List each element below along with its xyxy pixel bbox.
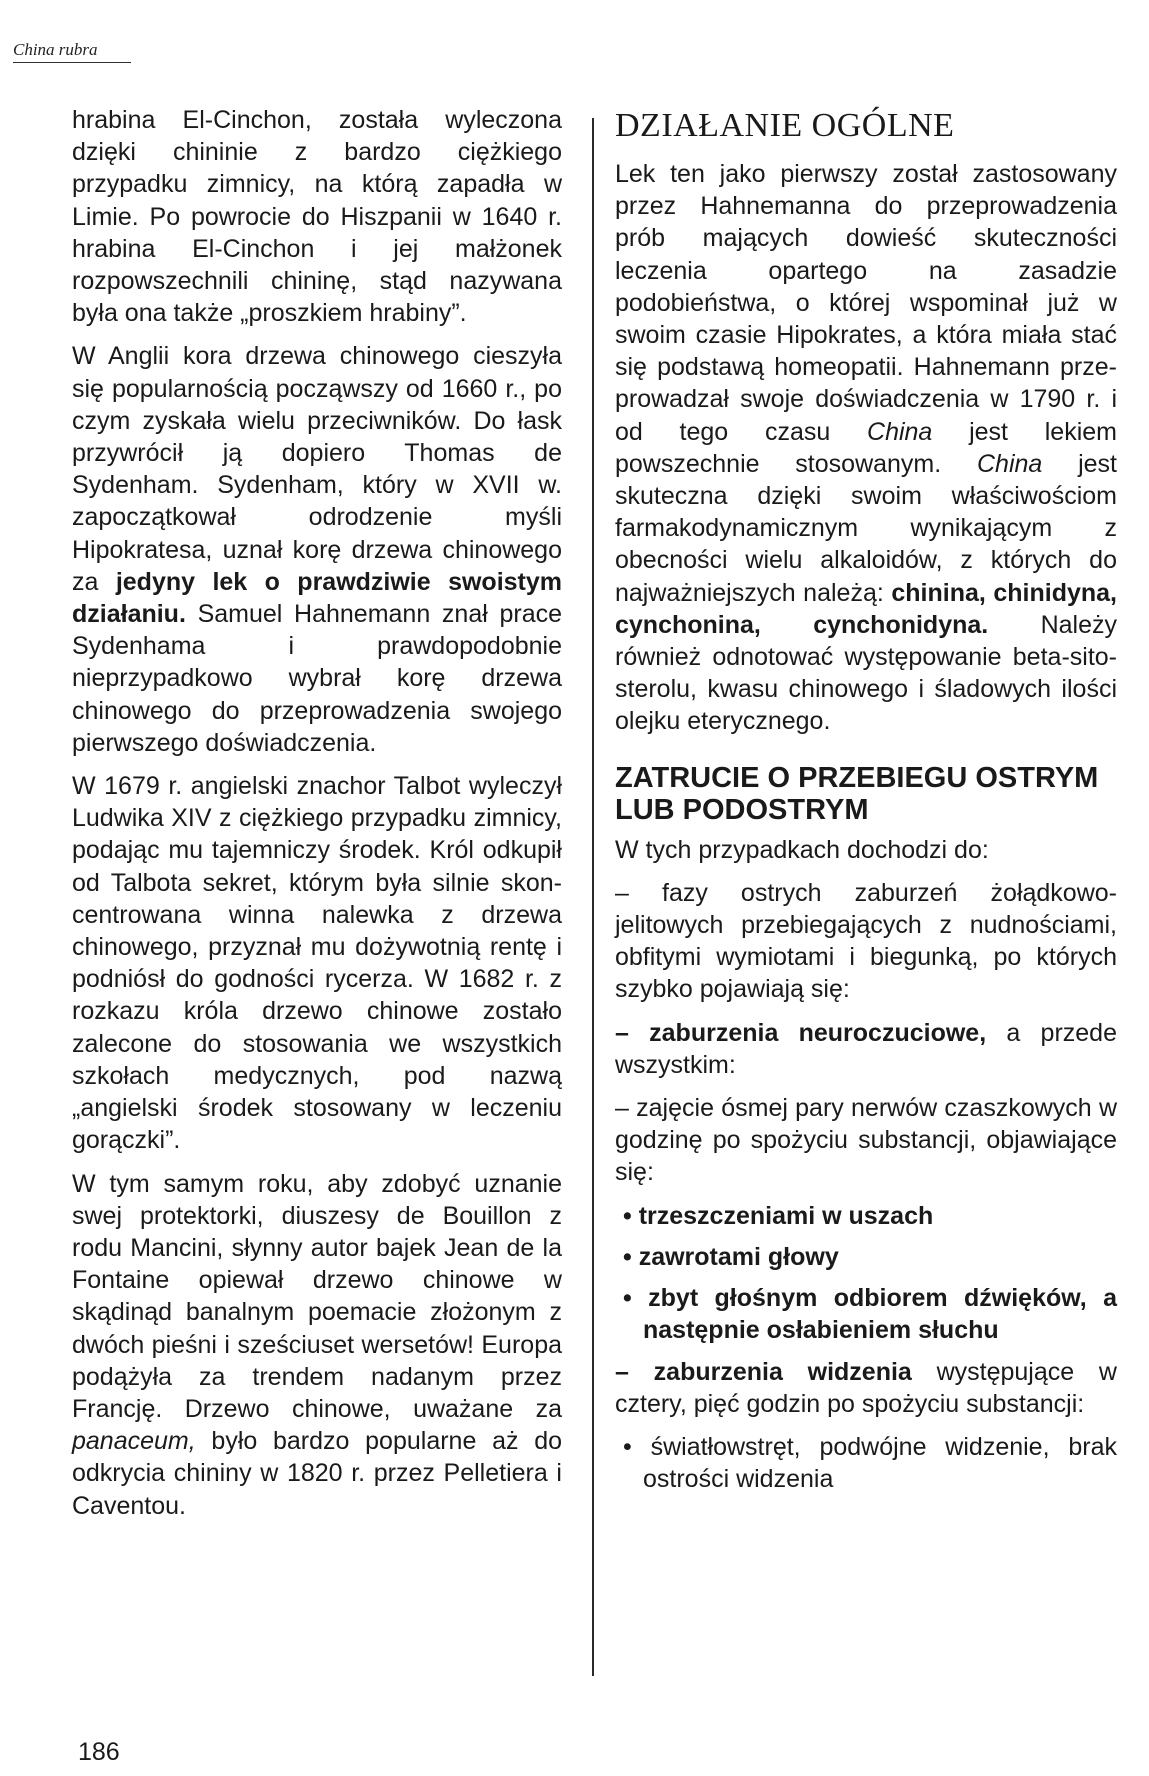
italic-text: China: [976, 449, 1043, 478]
bullet-item: • światłowstręt, podwójne widzenie, brak ostrości widzenia: [623, 1432, 1117, 1494]
column-divider: [592, 118, 594, 1676]
text-run: W tym samym roku, aby zdobyć uznanie swej protektorki, diuszesy de Bouillon z rodu Mancini, słynny autor bajek Jean de la Fontaine opiewał drzewo chinowe w skądinąd banalnym poemacie złożonym z dwóch pieśni i sześciuset wersetów! Europa podążyła za trendem nadanym przez Francję. Drzewo chinowe, uważane za: [72, 1169, 562, 1423]
section-heading: ZATRUCIE O PRZEBIEGU OSTRYM LUB PODOSTRYM: [615, 761, 1099, 826]
paragraph: – zajęcie ósmej pary nerwów czaszkowych w godzinę po spożyciu substancji, objawiające się:: [615, 1094, 1117, 1187]
text-run: było bardzo popularne aż do odkrycia chininy w 1820 r. przez Pelletiera i Caventou.: [72, 1427, 562, 1520]
bold-text: chinina, chinidyna, cynchonina, cynchonidyna.: [615, 578, 1117, 639]
text-run: Samuel Hahnemann znał prace Sydenhama i prawdopodobnie nieprzypadkowo wybrał korę drzewa chinowego do przeprowadzenia swojego pierwszego doświadczenia.: [72, 600, 562, 757]
paragraph: [615, 158, 1117, 738]
paragraph: [72, 340, 562, 759]
italic-text: panaceum,: [72, 1427, 196, 1456]
text-run: występujące w cztery, pięć godzin po spożyciu substancji:: [615, 1357, 1117, 1418]
paragraph: W tych przypadkach dochodzi do:: [615, 835, 989, 864]
italic-text: China: [867, 417, 933, 446]
paragraph: – fazy ostrych zaburzeń żołądkowo-jelitowych przebiegających z nudnościami, obfitymi wymiotami i biegunką, po których szybko pojawiają się:: [615, 878, 1117, 1004]
text-run: jest skuteczna dzięki swoim właściwościom farmakodynamicznym wynikającym z obecności wielu alkaloidów, z których do najważniejszych należą:: [615, 449, 1117, 607]
paragraph: [615, 1356, 1117, 1420]
text-run: W Anglii kora drzewa chinowego cieszyła się popularnością począwszy od 1660 r., po czym zyskała wielu przeciwników. Do łask przywrócił ją dopiero Thomas de Sydenham. Sydenham, który w XVII w. zapoczątkował odrodzenie myśli Hipokratesa, uznał korę drzewa chinowego za: [72, 342, 562, 596]
bold-text: – zaburzenia neuroczuciowe,: [615, 1018, 987, 1047]
bold-text: – zaburzenia widzenia: [615, 1357, 912, 1386]
bold-text: jedyny lek o prawdziwie swoistym działaniu.: [72, 567, 562, 629]
bullet-item: • zawrotami głowy: [623, 1242, 839, 1271]
text-run: Lek ten jako pierwszy został zastosowany przez Hahnemanna do przeprowadzenia prób mających dowieść skuteczności leczenia opartego na zasadzie podobieństwa, o której wspominał już w swoim czasie Hipokrates, a która miała stać się podstawą homeopatii. Hahnemann przeprowadzał swoje doświadczenia w 1790 r. i od tego czasu: [615, 160, 1117, 446]
section-heading: DZIAŁANIE OGÓLNE: [615, 107, 955, 144]
paragraph: [615, 1017, 1117, 1081]
bullet-item: • zbyt głośnym odbiorem dźwięków, a następnie osłabieniem słuchu: [623, 1284, 1117, 1345]
text-run: a przede wszystkim:: [615, 1018, 1117, 1079]
bullet-item: • trzeszczeniami w uszach: [623, 1201, 934, 1230]
paragraph: W 1679 r. angielski znachor Talbot wyleczył Ludwika XIV z ciężkiego przypadku zimnicy, podając mu tajemniczy środek. Król odkupił od Talbota sekret, którym była silnie skoncentrowana winna nalewka z drzewa chinowego, przyznał mu dożywotnią rentę i podniósł do godności rycerza. W 1682 r. z rozkazu króla drzewo chinowe zostało zalecone do stosowania we wszystkich szkołach medycznych, pod nazwą „angielski środek stosowany w leczeniu gorączki”.: [72, 772, 562, 1155]
text-run: Należy również odnotować występowanie beta-sitosterolu, kwasu chinowego i śladowych ilości olejku eterycznego.: [615, 610, 1117, 736]
text-run: jest lekiem powszechnie stosowanym.: [615, 417, 1117, 478]
paragraph: [72, 1168, 562, 1522]
paragraph: hrabina El-Cinchon, została wyleczona dzięki chininie z bardzo ciężkiego przypadku zimnicy, na którą zapadła w Limie. Po powrocie do Hiszpanii w 1640 r. hrabina El-Cinchon i jej małżonek rozpowszechnili chininę, stąd nazywana była ona także „proszkiem hrabiny”.: [72, 106, 562, 328]
running-head: China rubra: [13, 40, 131, 63]
page-number: 186: [78, 1738, 120, 1766]
right-column: [615, 104, 1117, 1504]
left-column: [72, 104, 562, 1533]
